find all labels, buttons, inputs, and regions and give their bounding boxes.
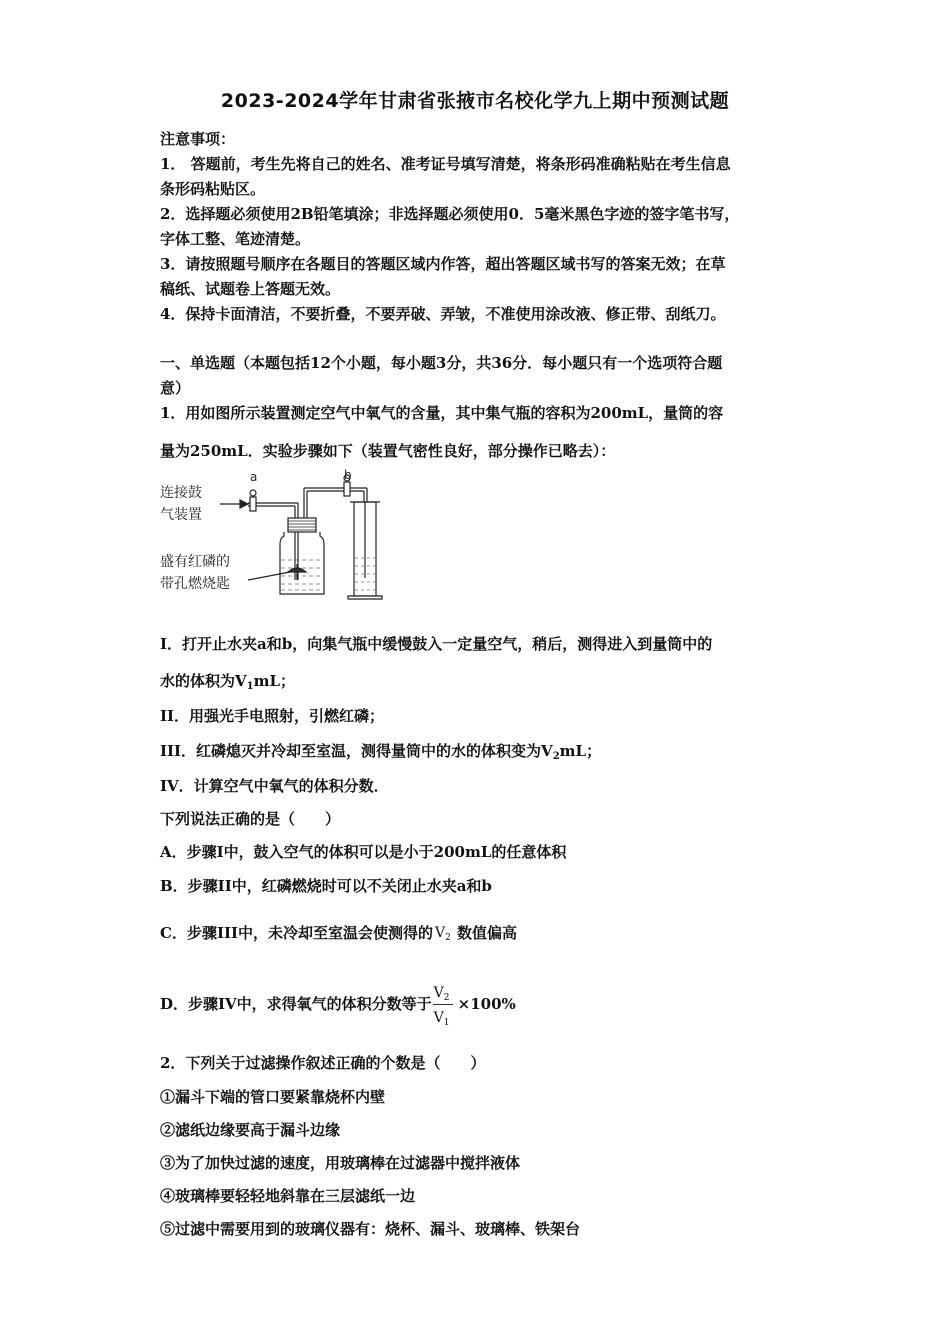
q1-stem-1: 1．用如图所示装置测定空气中氧气的含量，其中集气瓶的容积为200mL，量筒的容: [160, 404, 724, 422]
inlet-arrowhead: [240, 500, 248, 508]
label-blower-1: 连接鼓: [160, 485, 202, 501]
q2-item-4: ④玻璃棒要轻轻地斜靠在三层滤纸一边: [160, 1187, 416, 1205]
q1-step-2: II．用强光手电照射，引燃红磷；: [160, 707, 385, 725]
notes-heading: 注意事项：: [160, 130, 236, 148]
q2-stem: 2．下列关于过滤操作叙述正确的个数是（ ）: [160, 1054, 486, 1072]
q1-step-1a: I．打开止水夹a和b，向集气瓶中缓慢鼓入一定量空气，稍后，测得进入到量筒中的: [160, 635, 713, 653]
note-2b: 字体工整、笔迹清楚。: [160, 230, 311, 248]
clip-b: [344, 482, 350, 496]
q1-option-b: B．步骤II中，红磷燃烧时可以不关闭止水夹a和b: [160, 877, 492, 895]
label-spoon-1: 盛有红磷的: [160, 554, 230, 570]
q2-item-3: ③为了加快过滤的速度，用玻璃棒在过滤器中搅拌液体: [160, 1154, 521, 1172]
note-3a: 3．请按照题号顺序在各题目的答题区域内作答，超出答题区域书写的答案无效；在草: [160, 255, 726, 273]
apparatus-figure: [158, 468, 390, 604]
q1-ask: 下列说法正确的是（ ）: [160, 810, 341, 828]
page-title: 2023-2024学年甘肃省张掖市名校化学九上期中预测试题: [220, 90, 730, 112]
q1-option-d: D．步骤IV中，求得氧气的体积分数等于 $\frac{V_2}{V_1}$ ×100%: [160, 985, 516, 1028]
q2-item-2: ②滤纸边缘要高于漏斗边缘: [160, 1121, 341, 1139]
section-heading-2: 意）: [160, 379, 191, 397]
label-spoon-2: 带孔燃烧匙: [160, 576, 230, 592]
bottle-water: [281, 560, 323, 590]
q2-item-1: ①漏斗下端的管口要紧靠烧杯内壁: [160, 1088, 386, 1106]
label-a: a: [250, 470, 258, 484]
clip-a: [250, 497, 256, 511]
q1-stem-2: 量为250mL．实验步骤如下（装置气密性良好，部分操作已略去）：: [160, 442, 616, 460]
note-2a: 2．选择题必须使用2B铅笔填涂；非选择题必须使用0．5毫米黑色字迹的签字笔书写，: [160, 205, 740, 223]
q2-item-5: ⑤过滤中需要用到的玻璃仪器有：烧杯、漏斗、玻璃棒、铁架台: [160, 1220, 581, 1238]
note-3b: 稿纸、试题卷上答题无效。: [160, 280, 341, 298]
q1-step-4: IV．计算空气中氧气的体积分数．: [160, 777, 389, 795]
note-4: 4．保持卡面清洁，不要折叠，不要弄破、弄皱，不准使用涂改液、修正带、刮纸刀。: [160, 305, 726, 323]
label-b: b: [344, 468, 352, 482]
section-heading-1: 一、单选题（本题包括12个小题，每小题3分，共36分．每小题只有一个选项符合题: [160, 354, 723, 372]
q1-option-a: A．步骤I中，鼓入空气的体积可以是小于200mL的任意体积: [160, 843, 567, 861]
q1-step-1b: 水的体积为$V_1mL$；: [160, 672, 296, 692]
label-blower-2: 气装置: [160, 507, 202, 523]
note-1a: 1． 答题前，考生先将自己的姓名、准考证号填写清楚，将条形码准确粘贴在考生信息: [160, 155, 731, 173]
q1-option-c: C．步骤III中，未冷却至室温会使测得的 $V_2$ 数值偏高: [160, 924, 518, 943]
gas-bottle: [280, 532, 324, 594]
note-1b: 条形码粘贴区。: [160, 180, 266, 198]
clip-a-knob: [250, 490, 256, 496]
q1-step-3: III．红磷熄灭并冷却至室温，测得量筒中的水的体积变为$V_2mL$；: [160, 742, 602, 762]
